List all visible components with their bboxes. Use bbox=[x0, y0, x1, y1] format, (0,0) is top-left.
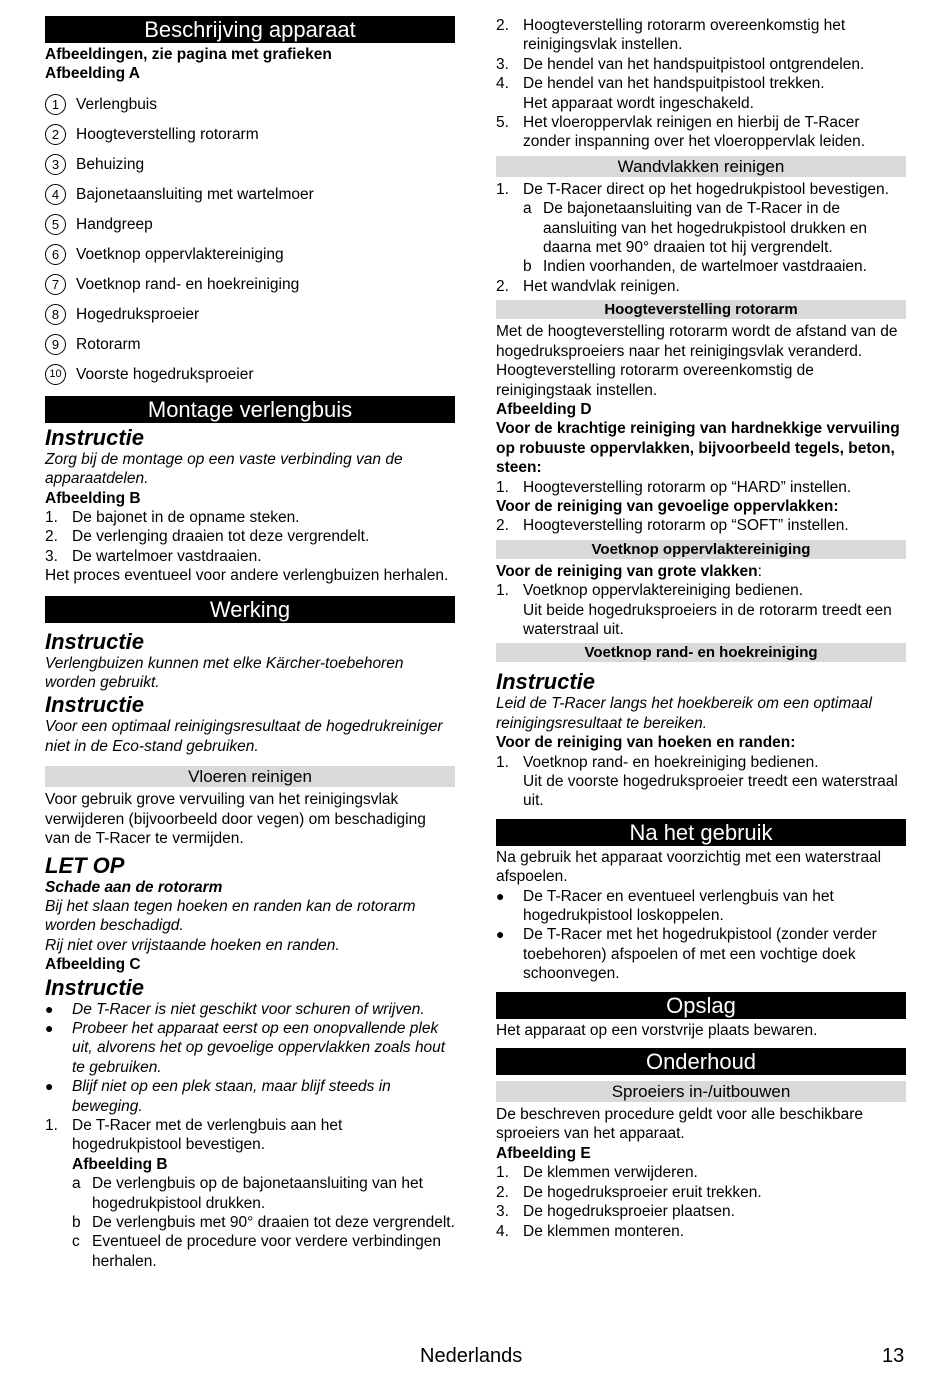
step-number: 2. bbox=[45, 528, 58, 546]
step-text: De hendel van het handspuitpistool trekken. bbox=[523, 75, 825, 93]
figure-label: Afbeelding B bbox=[45, 489, 141, 507]
step-number: 4. bbox=[496, 1222, 509, 1240]
warning-text: Bij het slaan tegen hoeken en randen kan de rotorarm worden beschadigd. bbox=[45, 897, 416, 935]
part-item bbox=[45, 270, 455, 300]
sub-step bbox=[72, 1232, 455, 1271]
step-number: 1. bbox=[45, 509, 58, 527]
footer-language: Nederlands bbox=[420, 1345, 523, 1367]
part-label: Hoogteverstelling rotorarm bbox=[76, 126, 259, 144]
section-title-after-use: Na het gebruik bbox=[496, 819, 906, 846]
step-text: De klemmen monteren. bbox=[523, 1222, 685, 1240]
paragraph: De beschreven procedure geldt voor alle beschikbare sproeiers van het apparaat. bbox=[496, 1106, 864, 1143]
section-title-description: Beschrijving apparaat bbox=[45, 16, 455, 43]
step-number: 1. bbox=[496, 1164, 509, 1182]
part-label: Voorste hogedruksproeier bbox=[76, 366, 254, 384]
list-item bbox=[45, 547, 455, 566]
sub-step bbox=[523, 199, 906, 257]
part-number: 2 bbox=[45, 124, 66, 145]
step-text: Hoogteverstelling rotorarm overeenkomstig het reinigingsvlak instellen. bbox=[523, 17, 846, 54]
part-item bbox=[45, 90, 455, 120]
paragraph: Het proces eventueel voor andere verlengbuizen herhalen. bbox=[45, 567, 449, 585]
step-number: 3. bbox=[496, 1203, 509, 1221]
left-column bbox=[45, 16, 455, 1271]
list-item bbox=[45, 1116, 455, 1155]
part-label: Hogedruksproeier bbox=[76, 306, 200, 324]
figure-label: Afbeelding C bbox=[45, 956, 141, 974]
instruction-text: Zorg bij de montage op een vaste verbinding van de apparaatdelen. bbox=[45, 450, 403, 488]
subsection-title-edges: Voetknop rand- en hoekreiniging bbox=[496, 643, 906, 662]
part-number: 7 bbox=[45, 274, 66, 295]
instruction-heading: Instructie bbox=[45, 692, 145, 718]
step-text: De klemmen verwijderen. bbox=[523, 1164, 698, 1182]
step-text: De hogedruksproeier plaatsen. bbox=[523, 1203, 735, 1221]
part-item bbox=[45, 210, 455, 240]
figure-label: Afbeelding D bbox=[496, 400, 592, 418]
bullet-item bbox=[45, 1019, 455, 1077]
subsection-title-floors: Vloeren reinigen bbox=[45, 766, 455, 787]
step-text: De hendel van het handspuitpistool ontgrendelen. bbox=[523, 55, 865, 73]
step-text: Het vloeroppervlak reinigen en hierbij de T-Racer zonder inspanning over het vloeroppervlak leiden. bbox=[523, 114, 866, 151]
bullet-text: De T-Racer is niet geschikt voor schuren of wrijven. bbox=[72, 1000, 425, 1018]
paragraph: Met de hoogteverstelling rotorarm wordt de afstand van de hogedruksproeiers naar het reinigingsvlak veranderd. bbox=[496, 323, 898, 360]
sub-step-text: Indien voorhanden, de wartelmoer vastdraaien. bbox=[543, 258, 867, 276]
sub-step bbox=[523, 257, 906, 276]
section-title-operation: Werking bbox=[45, 596, 455, 623]
step-text: De wartelmoer vastdraaien. bbox=[72, 547, 262, 565]
list-item bbox=[496, 581, 906, 600]
figure-label: Afbeelding E bbox=[496, 1144, 591, 1162]
bullet-icon: ● bbox=[45, 1078, 54, 1095]
part-number: 3 bbox=[45, 154, 66, 175]
step-number: 1. bbox=[496, 180, 509, 198]
part-item bbox=[45, 330, 455, 360]
sub-step-text: De verlengbuis met 90° draaien tot deze vergrendelt. bbox=[92, 1214, 455, 1231]
step-number: 2. bbox=[496, 17, 509, 34]
step-number: 2. bbox=[496, 517, 509, 535]
list-item bbox=[496, 55, 906, 74]
step-text: Voetknop rand- en hoekreiniging bedienen. bbox=[523, 753, 819, 771]
step-result: Het apparaat wordt ingeschakeld. bbox=[523, 94, 754, 112]
part-label: Behuizing bbox=[76, 156, 145, 174]
step-text: Hoogteverstelling rotorarm op “SOFT” instellen. bbox=[523, 517, 849, 535]
part-number: 8 bbox=[45, 304, 66, 325]
step-text: Voetknop oppervlaktereiniging bedienen. bbox=[523, 582, 804, 600]
step-text: Het wandvlak reinigen. bbox=[523, 277, 680, 295]
part-label: Handgreep bbox=[76, 216, 153, 234]
step-number: 3. bbox=[45, 547, 58, 565]
instruction-heading: Instructie bbox=[45, 974, 145, 1000]
list-item bbox=[496, 753, 906, 772]
list-item bbox=[496, 180, 906, 199]
part-item bbox=[45, 120, 455, 150]
bullet-item bbox=[45, 1077, 455, 1116]
bullet-item bbox=[496, 925, 906, 983]
sub-step bbox=[72, 1174, 455, 1213]
colon: : bbox=[757, 562, 762, 580]
instruction-heading: Instructie bbox=[45, 628, 145, 654]
step-number: 2. bbox=[496, 277, 509, 295]
step-number: 1. bbox=[45, 1116, 58, 1134]
sub-step-text: Eventueel de procedure voor verdere verbindingen herhalen. bbox=[92, 1233, 441, 1270]
sub-step-text: De verlengbuis op de bajonetaansluiting van het hogedrukpistool drukken. bbox=[92, 1175, 423, 1212]
step-text: De verlenging draaien tot deze vergrendelt. bbox=[72, 528, 370, 546]
sub-step-letter: a bbox=[72, 1175, 81, 1193]
instruction-text: Voor een optimaal reinigingsresultaat de hogedrukreiniger niet in de Eco-stand gebruiken. bbox=[45, 718, 443, 755]
subsection-title-height: Hoogteverstelling rotorarm bbox=[496, 300, 906, 319]
list-item bbox=[45, 527, 455, 546]
list-item bbox=[496, 1163, 906, 1182]
step-number: 1. bbox=[496, 478, 509, 496]
warning-heading: LET OP bbox=[45, 852, 125, 878]
sub-step-letter: b bbox=[72, 1214, 81, 1231]
bullet-text: Blijf niet op een plek staan, maar blijf steeds in beweging. bbox=[72, 1078, 391, 1115]
bold-paragraph: Voor de krachtige reiniging van hardnekkige vervuiling op robuuste oppervlakken, bijvoorbeeld tegels, beton, steen: bbox=[496, 420, 900, 477]
section-title-storage: Opslag bbox=[496, 992, 906, 1019]
list-item bbox=[496, 74, 906, 93]
part-number: 1 bbox=[45, 94, 66, 115]
instruction-text: Leid de T-Racer langs het hoekbereik om een optimaal reinigingsresultaat te bereiken. bbox=[496, 695, 872, 732]
bold-paragraph: Voor de reiniging van gevoelige oppervlakken: bbox=[496, 497, 839, 515]
figure-label: Afbeelding B bbox=[72, 1155, 168, 1173]
bullet-item bbox=[496, 887, 906, 926]
bold-paragraph: Voor de reiniging van hoeken en randen: bbox=[496, 734, 796, 752]
bold-text: Voor de reiniging van grote vlakken bbox=[496, 562, 758, 580]
step-number: 1. bbox=[496, 582, 509, 600]
part-number: 9 bbox=[45, 334, 66, 355]
bullet-icon: ● bbox=[45, 1000, 54, 1017]
step-text: De hogedruksproeier eruit trekken. bbox=[523, 1183, 762, 1201]
paragraph: Voor gebruik grove vervuiling van het reinigingsvlak verwijderen (bijvoorbeeld door vegen) om beschadiging van de T-Racer te vermijden. bbox=[45, 791, 426, 848]
part-label: Bajonetaansluiting met wartelmoer bbox=[76, 186, 314, 204]
part-item bbox=[45, 240, 455, 270]
list-item bbox=[496, 113, 906, 152]
list-item bbox=[496, 1222, 906, 1241]
bullet-icon: ● bbox=[45, 1019, 54, 1036]
part-number: 4 bbox=[45, 184, 66, 205]
instruction-text: Verlengbuizen kunnen met elke Kärcher-toebehoren worden gebruikt. bbox=[45, 654, 404, 692]
list-item bbox=[45, 508, 455, 527]
step-number: 4. bbox=[496, 75, 509, 93]
subsection-title-surface: Voetknop oppervlaktereiniging bbox=[496, 540, 906, 559]
bullet-icon: ● bbox=[496, 887, 505, 904]
subsection-title-walls: Wandvlakken reinigen bbox=[496, 156, 906, 177]
part-number: 6 bbox=[45, 244, 66, 265]
parts-list bbox=[45, 90, 455, 390]
part-item bbox=[45, 150, 455, 180]
step-result: Uit beide hogedruksproeiers in de rotorarm treedt een waterstraal uit. bbox=[523, 601, 892, 638]
list-item bbox=[496, 1202, 906, 1221]
sub-step-letter: c bbox=[72, 1233, 80, 1251]
list-item bbox=[496, 277, 906, 296]
paragraph bbox=[496, 562, 906, 581]
list-item bbox=[496, 478, 906, 497]
step-number: 1. bbox=[496, 753, 509, 771]
part-item bbox=[45, 180, 455, 210]
bullet-item bbox=[45, 1000, 455, 1019]
step-number: 2. bbox=[496, 1183, 509, 1201]
step-number: 5. bbox=[496, 114, 509, 132]
bullet-text: Probeer het apparaat eerst op een onopvallende plek uit, alvorens het op gevoelige oppervlakken zoals hout te gebruiken. bbox=[72, 1019, 446, 1076]
part-item bbox=[45, 300, 455, 330]
step-text: De T-Racer met de verlengbuis aan het hogedrukpistool bevestigen. bbox=[72, 1116, 343, 1154]
section-title-mounting: Montage verlengbuis bbox=[45, 396, 455, 423]
warning-subheading: Schade aan de rotorarm bbox=[45, 878, 223, 896]
warning-text: Rij niet over vrijstaande hoeken en randen. bbox=[45, 936, 340, 954]
part-number: 10 bbox=[45, 364, 66, 385]
page-number: 13 bbox=[882, 1345, 905, 1367]
paragraph: Na gebruik het apparaat voorzichtig met een waterstraal afspoelen. bbox=[496, 848, 882, 886]
paragraph: Het apparaat op een vorstvrije plaats bewaren. bbox=[496, 1021, 818, 1039]
list-item bbox=[496, 1183, 906, 1202]
instruction-heading: Instructie bbox=[496, 669, 596, 695]
step-text: De bajonet in de opname steken. bbox=[72, 509, 300, 527]
sub-step-text: De bajonetaansluiting van de T-Racer in de aansluiting van het hogedrukpistool drukken en daarna met 90° draaien tot hij vergrendelt. bbox=[543, 200, 868, 257]
bullet-icon: ● bbox=[496, 926, 505, 943]
part-label: Voetknop rand- en hoekreiniging bbox=[76, 276, 300, 294]
sub-step-letter: a bbox=[523, 200, 532, 218]
paragraph: Hoogteverstelling rotorarm overeenkomstig de reinigingstaak instellen. bbox=[496, 362, 814, 399]
instruction-heading: Instructie bbox=[45, 424, 145, 450]
section-title-maintenance: Onderhoud bbox=[496, 1048, 906, 1075]
right-column bbox=[496, 16, 906, 1241]
figure-reference: Afbeeldingen, zie pagina met grafieken bbox=[45, 46, 332, 63]
figure-label: Afbeelding A bbox=[45, 65, 141, 83]
part-number: 5 bbox=[45, 214, 66, 235]
subsection-title-nozzles: Sproeiers in-/uitbouwen bbox=[496, 1081, 906, 1102]
sub-step-letter: b bbox=[523, 258, 532, 276]
step-number: 3. bbox=[496, 55, 509, 73]
part-label: Rotorarm bbox=[76, 336, 141, 354]
step-result: Uit de voorste hogedruksproeier treedt een waterstraal uit. bbox=[523, 773, 898, 810]
step-text: De T-Racer direct op het hogedrukpistool bevestigen. bbox=[523, 180, 889, 198]
list-item bbox=[496, 16, 906, 55]
part-label: Voetknop oppervlaktereiniging bbox=[76, 246, 284, 264]
part-item bbox=[45, 360, 455, 390]
bullet-text: De T-Racer en eventueel verlengbuis van het hogedrukpistool loskoppelen. bbox=[523, 887, 834, 925]
bullet-text: De T-Racer met het hogedrukpistool (zonder verder toebehoren) afspoelen of met een vochtige doek schoonvegen. bbox=[523, 926, 877, 983]
list-item bbox=[496, 516, 906, 535]
step-text: Hoogteverstelling rotorarm op “HARD” instellen. bbox=[523, 478, 852, 496]
sub-step bbox=[72, 1213, 455, 1232]
part-label: Verlengbuis bbox=[76, 96, 158, 114]
